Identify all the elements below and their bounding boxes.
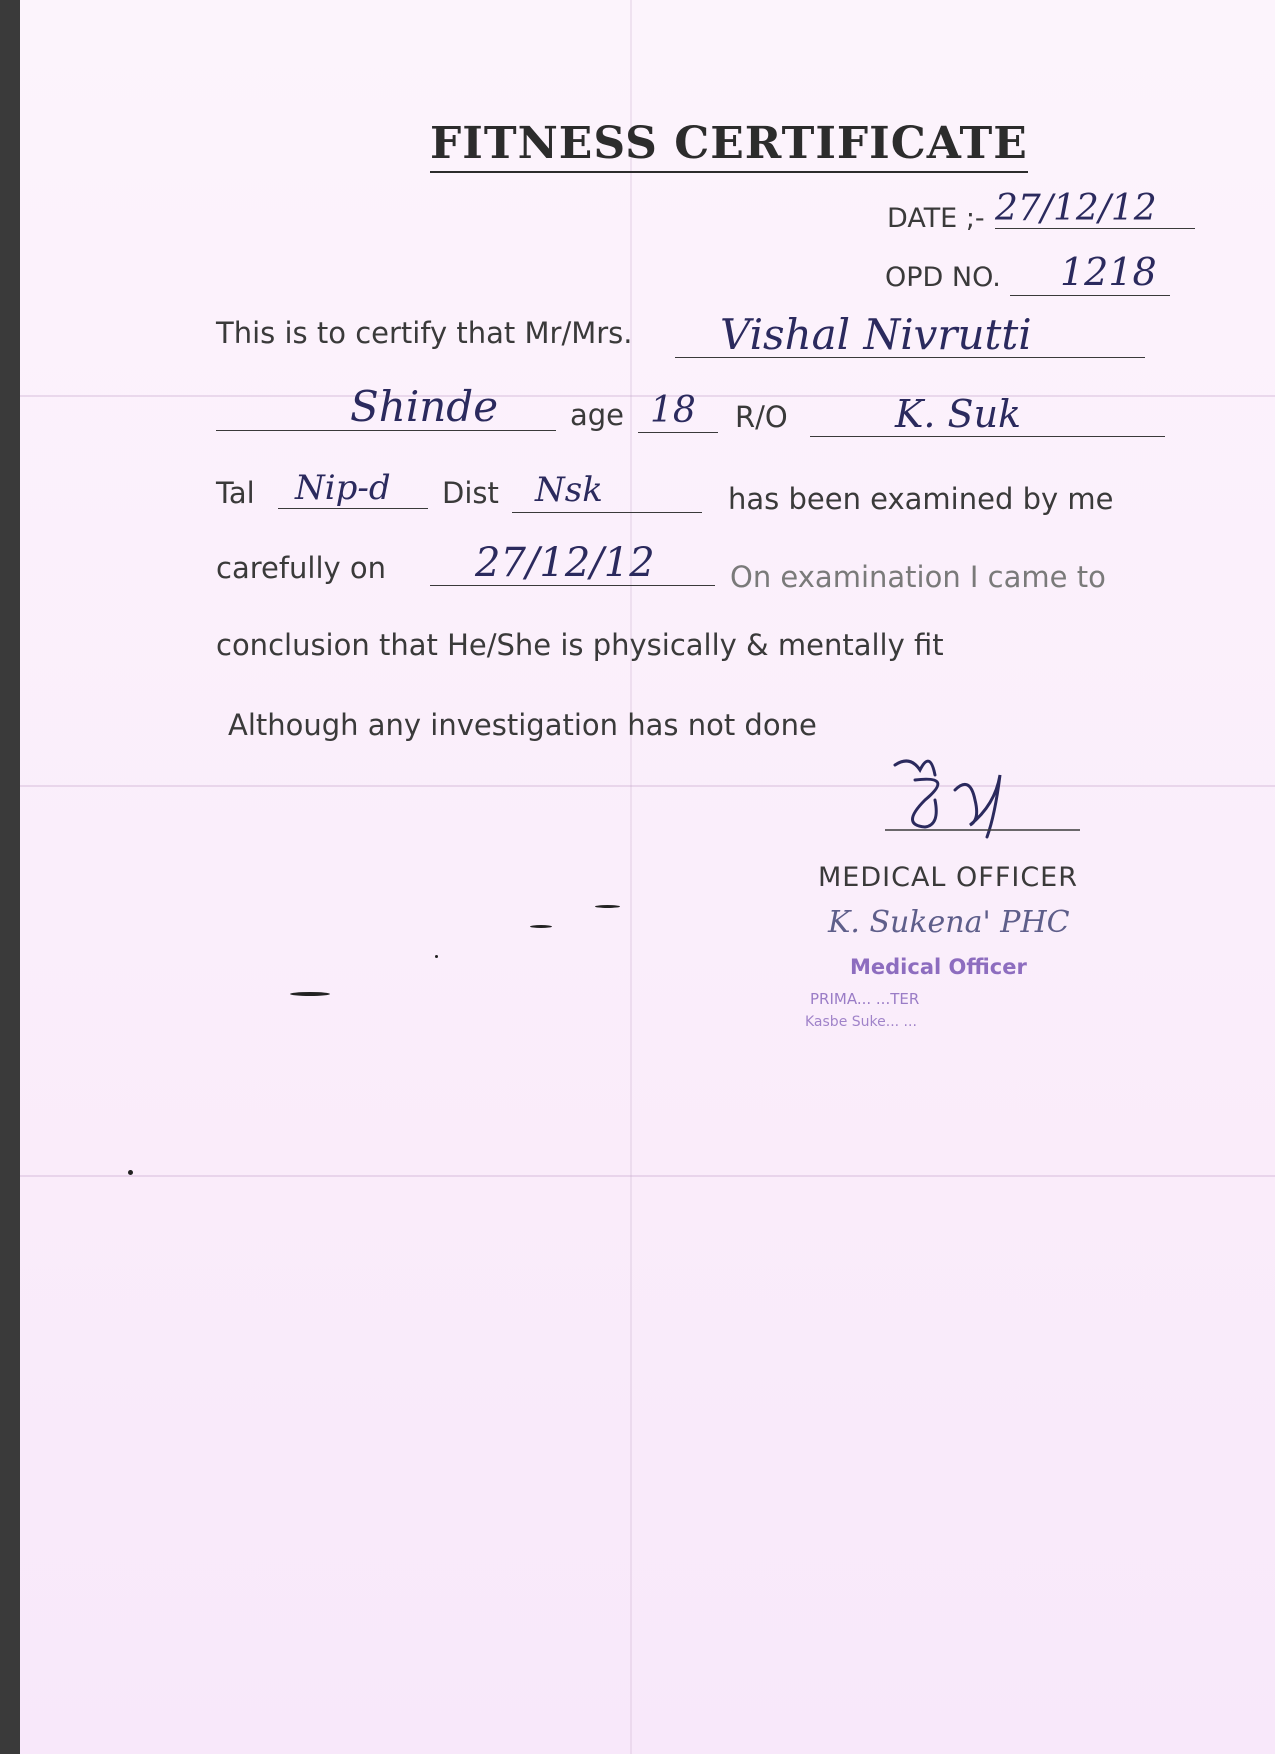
signature — [875, 745, 1095, 840]
handwritten-place: K. Sukena' PHC — [828, 905, 1070, 940]
stamp-line-1: Medical Officer — [850, 955, 1027, 979]
ink-speck — [290, 992, 330, 996]
conclusion-text: conclusion that He/She is physically & mentally fit — [216, 628, 944, 662]
opd-value: 1218 — [1060, 250, 1157, 294]
dist-label: Dist — [442, 476, 499, 510]
examination-text: On examination I came to — [730, 560, 1106, 594]
fold-line — [630, 0, 632, 1754]
tal-underline — [278, 508, 428, 509]
although-text: Although any investigation has not done — [228, 708, 817, 742]
age-underline — [638, 432, 718, 433]
ink-speck — [435, 955, 438, 958]
date-value: 27/12/12 — [995, 188, 1157, 229]
date-underline — [995, 228, 1195, 229]
dist-underline — [512, 512, 702, 513]
ro-underline — [810, 436, 1165, 437]
stamp-line-3: Kasbe Suke... ... — [805, 1014, 917, 1030]
date-label: DATE ;- — [887, 203, 985, 234]
certificate-title: FITNESS CERTIFICATE — [430, 118, 1028, 173]
examined-text: has been examined by me — [728, 482, 1114, 516]
opd-label: OPD NO. — [885, 262, 1001, 293]
opd-underline — [1010, 295, 1170, 296]
age-value: 18 — [650, 390, 696, 431]
fold-line — [20, 395, 1275, 397]
carefully-text: carefully on — [216, 551, 387, 585]
patient-name-line2: Shinde — [350, 382, 499, 431]
stamp-line-2: PRIMA... ...TER — [810, 990, 920, 1008]
dist-value: Nsk — [535, 470, 603, 510]
ink-speck — [128, 1170, 133, 1175]
ro-value: K. Suk — [895, 392, 1022, 436]
certify-text: This is to certify that Mr/Mrs. — [216, 316, 633, 350]
ro-label: R/O — [735, 400, 788, 434]
ink-speck — [530, 925, 552, 928]
tal-value: Nip-d — [295, 468, 391, 508]
exam-date-value: 27/12/12 — [475, 540, 655, 586]
ink-speck — [595, 905, 620, 908]
age-label: age — [570, 398, 625, 432]
fold-line — [20, 1175, 1275, 1177]
certificate-page — [20, 0, 1275, 1754]
officer-label: MEDICAL OFFICER — [818, 862, 1079, 893]
tal-label: Tal — [216, 476, 255, 510]
patient-name-line1: Vishal Nivrutti — [720, 310, 1032, 359]
